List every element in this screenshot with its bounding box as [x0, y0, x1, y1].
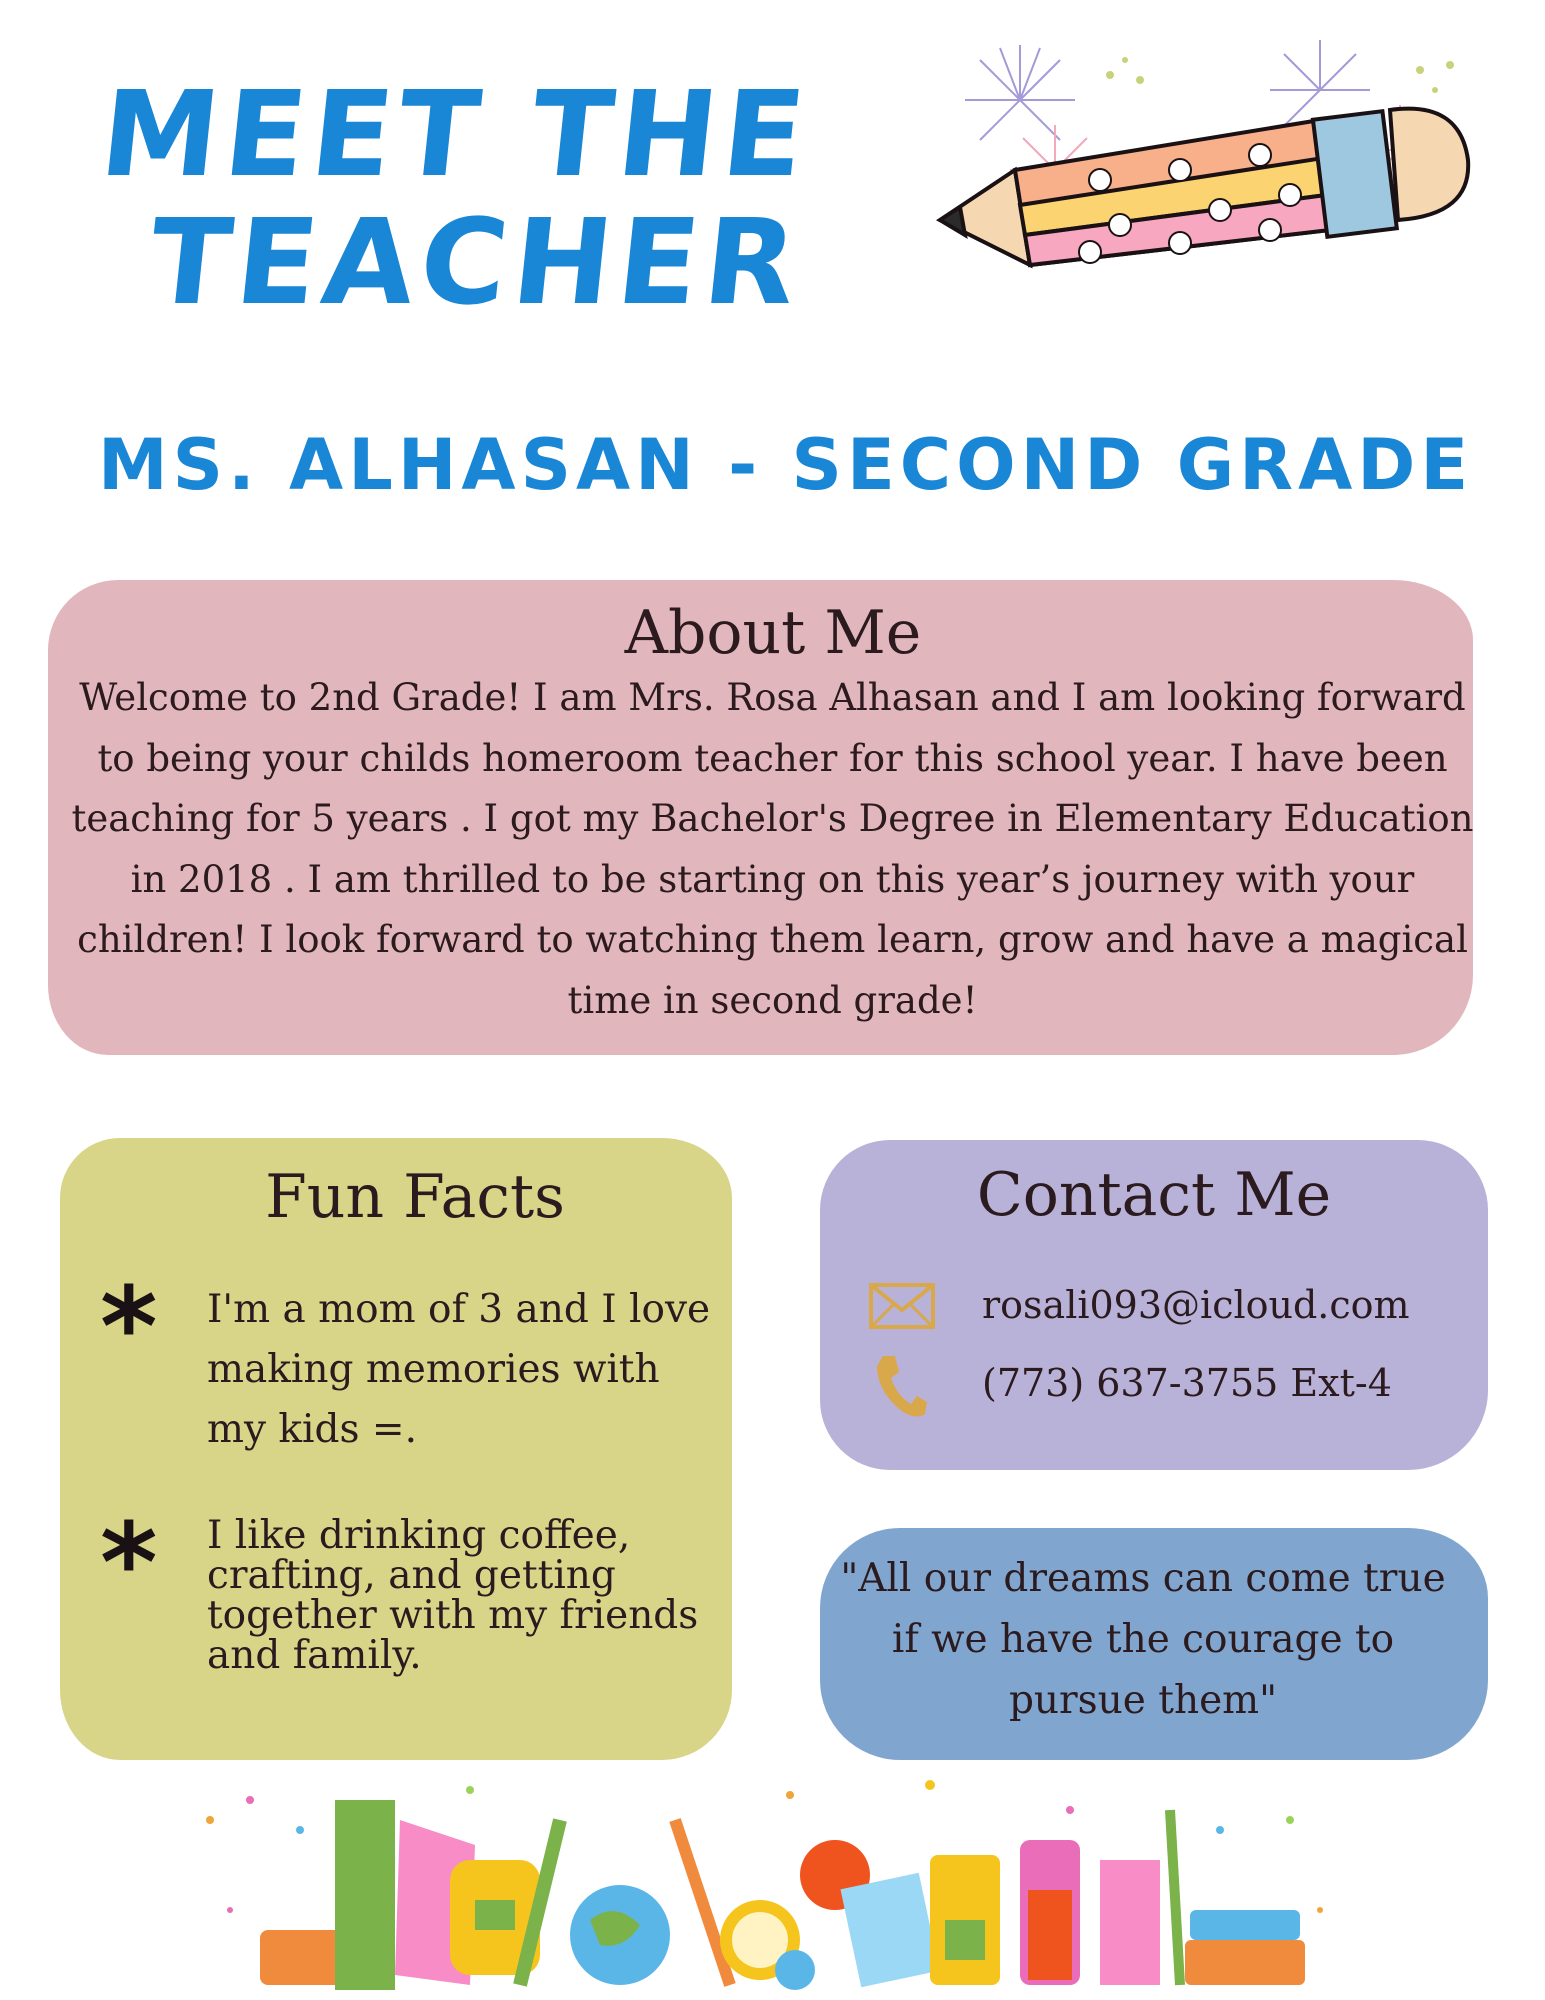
pencil-illustration: [920, 30, 1500, 320]
school-supplies-illustration: [170, 1760, 1370, 1995]
title-line-1: MEET THE: [94, 65, 818, 203]
envelope-icon: [868, 1282, 936, 1330]
about-me-text: Welcome to 2nd Grade! I am Mrs. Rosa Alhasan and I am looking forward to being your childs homeroom teacher for this school year. I have been teaching for 5 years . I got my Bachelor's Degree in Elementary Education in 2018 . I am thrilled to be starting on this year’s journey with your children! I look forward to watching them learn, grow and have a magical time in second grade!: [71, 676, 1474, 1022]
inspirational-quote: "All our dreams can come true if we have the courage to pursue them": [840, 1556, 1446, 1723]
fun-facts-heading: Fun Facts: [265, 1162, 565, 1232]
firework-dots: [1106, 57, 1454, 93]
phone-icon: [873, 1352, 929, 1420]
phone-number[interactable]: (773) 637-3755 Ext-4: [982, 1361, 1392, 1405]
fun-fact-item: I like drinking coffee, crafting, and getting together with my friends and family.: [207, 1513, 699, 1678]
email-link[interactable]: rosali093@icloud.com: [982, 1283, 1410, 1327]
contact-me-heading: Contact Me: [976, 1160, 1332, 1230]
asterisk-bullet-icon: *: [100, 1263, 158, 1391]
title-line-2: TEACHER: [143, 193, 809, 331]
fun-fact-item: I'm a mom of 3 and I love making memories with my kids =.: [207, 1287, 711, 1452]
about-me-heading: About Me: [624, 598, 922, 668]
page-title: [82, 65, 822, 331]
pencil-body: [940, 109, 1468, 265]
asterisk-bullet-icon: *: [100, 1499, 158, 1627]
teacher-name-grade: MS. ALHASAN - SECOND GRADE: [98, 424, 1474, 506]
